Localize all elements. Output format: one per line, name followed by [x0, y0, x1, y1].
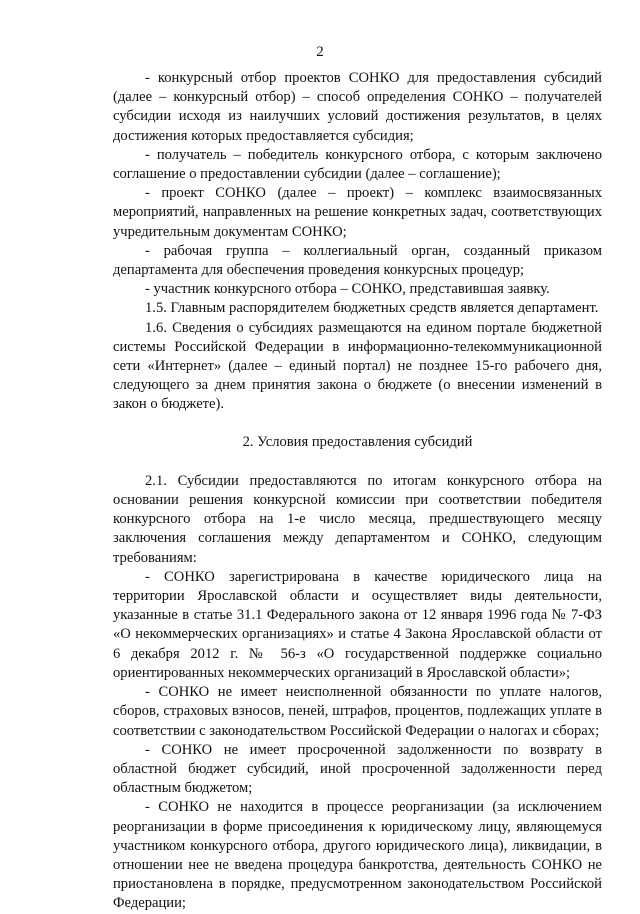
paragraph-definition-competitive-selection: - конкурсный отбор проектов СОНКО для предоставления субсидий (далее – конкурсный отбор) – способ определения СОНКО – получателей субсидии исходя из наилучших условий достижения результатов, в целях достижения которых предоставляется субсидия;	[113, 70, 602, 144]
paragraph-2-1: 2.1. Субсидии предоставляются по итогам конкурсного отбора на основании решения конкурсной комиссии при соответствии победителя конкурсного отбора на 1-е число месяца, предшествующего месяцу заключения соглашения между департаментом и СОНКО, следующим требованиям:	[113, 472, 602, 566]
paragraph-requirement-reorganization: - СОНКО не находится в процессе реорганизации (за исключением реорганизации в форме присоединения к юридическому лицу, являющемуся участником конкурсного отбора, другого юридического лица), ликвидации, в отношении нее не введена процедура банкротства, деятельность СОНКО не приостановлена в порядке, предусмотренном законодательством Российской Федерации;	[113, 799, 602, 912]
paragraph-requirement-registration: - СОНКО зарегистрирована в качестве юридического лица на территории Ярославской области и осуществляет виды деятельности, указанные в статье 31.1 Федерального закона от 12 января 1996 года № 7-ФЗ «О некоммерческих организациях» и статье 4 Закона Ярославской области от 6 декабря 2012 г. № 56-з «О государственной поддержке социально ориентированных некоммерческих организаций в Ярославской области»;	[113, 568, 602, 681]
paragraph-requirement-debt: - СОНКО не имеет просроченной задолженности по возврату в областной бюджет субсидий, иной просроченной задолженности перед областным бюджетом;	[113, 741, 602, 797]
paragraph-definition-participant: - участник конкурсного отбора – СОНКО, представившая заявку.	[145, 281, 550, 298]
section-heading: 2. Условия предоставления субсидий	[242, 433, 473, 450]
document-body	[113, 69, 602, 914]
paragraph-requirement-taxes: - СОНКО не имеет неисполненной обязанности по уплате налогов, сборов, страховых взносов, пеней, штрафов, процентов, подлежащих уплате в соответствии с законодательством Российской Федерации о налогах и сборах;	[113, 684, 602, 739]
paragraph-definition-project: - проект СОНКО (далее – проект) – комплекс взаимосвязанных мероприятий, направленных на решение конкретных задач, соответствующих учредительным документам СОНКО;	[113, 185, 602, 240]
paragraph-definition-recipient: - получатель – победитель конкурсного отбора, с которым заключено соглашение о предоставлении субсидии (далее – соглашение);	[113, 146, 602, 183]
paragraph-definition-working-group: - рабочая группа – коллегиальный орган, созданный приказом департамента для обеспечения проведения конкурсных процедур;	[113, 242, 602, 279]
paragraph-1-5: 1.5. Главным распорядителем бюджетных средств является департамент.	[145, 300, 599, 317]
page-number: 2	[316, 44, 324, 60]
paragraph-1-6: 1.6. Сведения о субсидиях размещаются на едином портале бюджетной системы Российской Федерации в информационно-телекоммуникационной сети «Интернет» (далее – единый портал) не позднее 15-го рабочего дня, следующего за днем принятия закона о бюджете (о внесении изменений в закон о бюджете).	[113, 319, 602, 413]
